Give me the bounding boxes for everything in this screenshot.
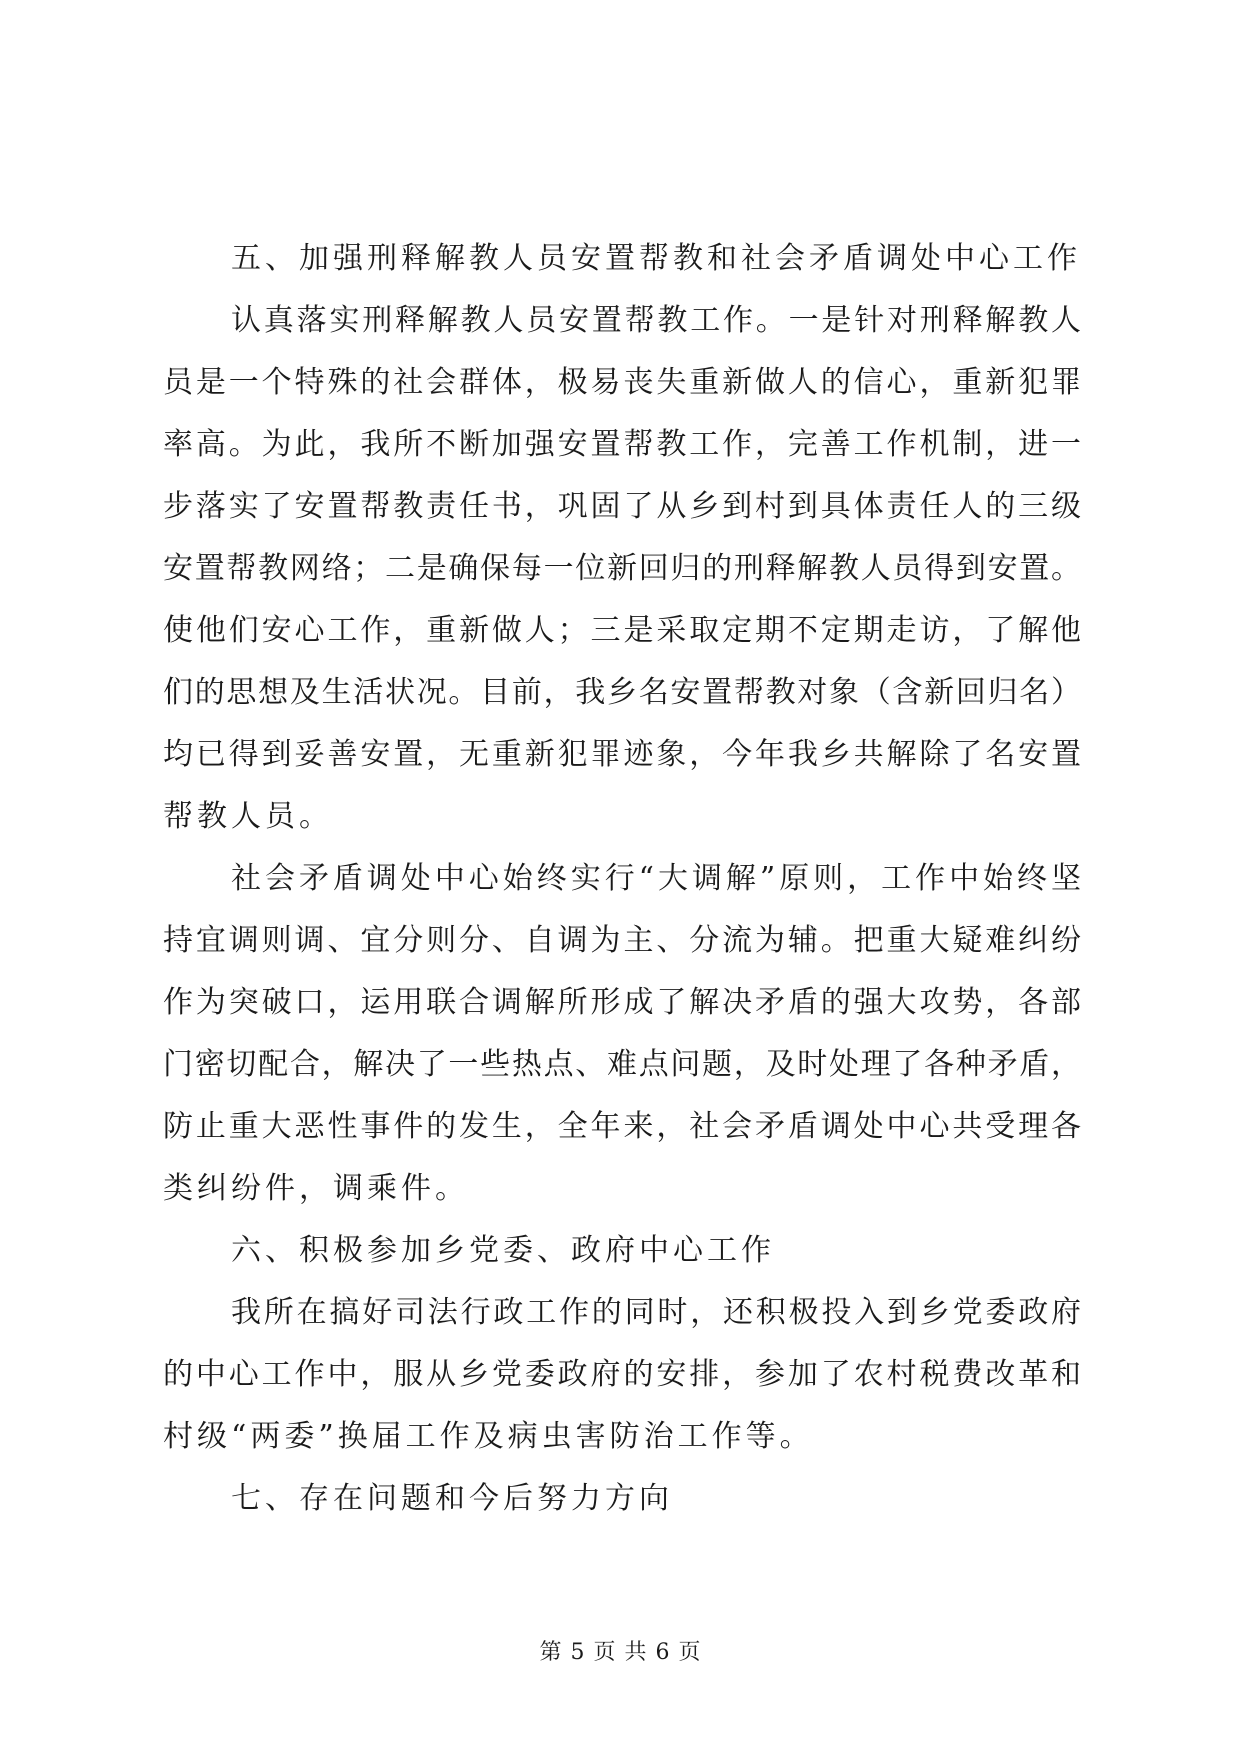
section-heading-7: 七、存在问题和今后努力方向 — [231, 1481, 673, 1516]
section-heading-6: 六、积极参加乡党委、政府中心工作 — [231, 1233, 775, 1268]
paragraph-line: 村级“两委”换届工作及病虫害防治工作等。 — [163, 1419, 814, 1454]
section-heading-5: 五、加强刑释解教人员安置帮教和社会矛盾调处中心工作 — [231, 241, 1081, 276]
paragraph-line: 认真落实刑释解教人员安置帮教工作。一是针对刑释解教人 — [231, 303, 1081, 338]
paragraph-line: 帮教人员。 — [163, 799, 333, 834]
paragraph-line: 安置帮教网络；二是确保每一位新回归的刑释解教人员得到安置。 — [163, 551, 1081, 586]
paragraph-line: 作为突破口，运用联合调解所形成了解决矛盾的强大攻势，各部 — [163, 985, 1081, 1020]
paragraph-line: 防止重大恶性事件的发生，全年来，社会矛盾调处中心共受理各 — [163, 1109, 1081, 1144]
paragraph-line: 使他们安心工作，重新做人；三是采取定期不定期走访，了解他 — [163, 613, 1081, 648]
page-number-footer: 第 5 页 共 6 页 — [539, 1640, 702, 1665]
document-body — [163, 228, 1081, 1530]
paragraph-line: 们的思想及生活状况。目前，我乡名安置帮教对象（含新回归名） — [163, 675, 1081, 710]
paragraph-line: 类纠纷件，调乘件。 — [163, 1171, 469, 1206]
paragraph-line: 社会矛盾调处中心始终实行“大调解”原则，工作中始终坚 — [231, 861, 1081, 896]
paragraph-line: 均已得到妥善安置，无重新犯罪迹象，今年我乡共解除了名安置 — [163, 737, 1081, 772]
paragraph-line: 持宜调则调、宜分则分、自调为主、分流为辅。把重大疑难纠纷 — [163, 923, 1081, 958]
paragraph-line: 的中心工作中，服从乡党委政府的安排，参加了农村税费改革和 — [163, 1357, 1081, 1392]
paragraph-line: 我所在搞好司法行政工作的同时，还积极投入到乡党委政府 — [231, 1295, 1081, 1330]
section6-paragraph — [163, 1282, 1081, 1468]
section5-paragraph-1 — [163, 290, 1081, 848]
paragraph-line: 步落实了安置帮教责任书，巩固了从乡到村到具体责任人的三级 — [163, 489, 1081, 524]
section5-paragraph-2 — [163, 848, 1081, 1220]
paragraph-line: 员是一个特殊的社会群体，极易丧失重新做人的信心，重新犯罪 — [163, 365, 1081, 400]
paragraph-line: 率高。为此，我所不断加强安置帮教工作，完善工作机制，进一 — [163, 427, 1081, 462]
paragraph-line: 门密切配合，解决了一些热点、难点问题，及时处理了各种矛盾， — [163, 1047, 1081, 1082]
